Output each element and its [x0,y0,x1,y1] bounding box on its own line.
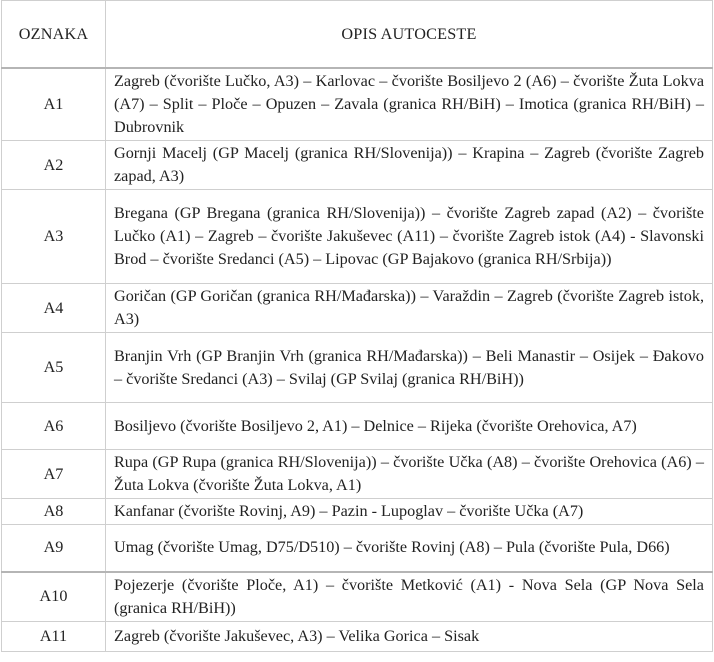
table-row [2,333,713,403]
table-row [2,450,713,499]
table-row [2,572,713,622]
motorway-code: A4 [2,284,106,333]
table-row [2,622,713,652]
motorway-description: Zagreb (čvorište Jakuševec, A3) – Velika Gorica – Sisak [106,622,713,652]
table-row [2,525,713,572]
motorway-description: Bosiljevo (čvorište Bosiljevo 2, A1) – Delnice – Rijeka (čvorište Orehovica, A7) [106,403,713,450]
motorway-code: A9 [2,525,106,572]
header-code: OZNAKA [2,1,106,69]
table-row [2,141,713,190]
header-row [2,1,713,69]
motorway-description: Branjin Vrh (GP Branjin Vrh (granica RH/Mađarska)) – Beli Manastir – Osijek – Đakovo – čvorište Sredanci (A3) – Svilaj (GP Svilaj (granica RH/BiH)) [106,333,713,403]
header-description: OPIS AUTOCESTE [106,1,713,69]
motorway-code: A11 [2,622,106,652]
motorway-code: A6 [2,403,106,450]
table-row [2,190,713,284]
motorway-description: Zagreb (čvorište Lučko, A3) – Karlovac – čvorište Bosiljevo 2 (A6) – čvorište Žuta Lokva (A7) – Split – Ploče – Opuzen – Zavala (granica RH/BiH) – Imotica (granica RH/BiH) – Dubrovnik [106,68,713,141]
table-row [2,403,713,450]
motorway-description: Bregana (GP Bregana (granica RH/Slovenija)) – čvorište Zagreb zapad (A2) – čvorište Lučko (A1) – Zagreb – čvorište Jakuševec (A11) – čvorište Zagreb istok (A4) - Slavonski Brod – čvorište Sredanci (A5) – Lipovac (GP Bajakovo (granica RH/Srbija)) [106,190,713,284]
motorway-description: Umag (čvorište Umag, D75/D510) – čvorište Rovinj (A8) – Pula (čvorište Pula, D66) [106,525,713,572]
motorway-code: A3 [2,190,106,284]
motorway-code: A1 [2,68,106,141]
motorway-table [1,0,713,652]
motorway-description: Goričan (GP Goričan (granica RH/Mađarska)) – Varaždin – Zagreb (čvorište Zagreb istok, A3) [106,284,713,333]
table-row [2,284,713,333]
table-body [2,68,713,652]
motorway-description: Gornji Macelj (GP Macelj (granica RH/Slovenija)) – Krapina – Zagreb (čvorište Zagreb zapad, A3) [106,141,713,190]
table-row [2,68,713,141]
motorway-code: A5 [2,333,106,403]
motorway-code: A10 [2,572,106,622]
motorway-description: Rupa (GP Rupa (granica RH/Slovenija)) – čvorište Učka (A8) – čvorište Orehovica (A6) – Žuta Lokva (čvorište Žuta Lokva, A1) [106,450,713,499]
motorway-code: A8 [2,499,106,525]
table-header [2,1,713,69]
motorway-code: A2 [2,141,106,190]
table-row [2,499,713,525]
motorway-description: Kanfanar (čvorište Rovinj, A9) – Pazin - Lupoglav – čvorište Učka (A7) [106,499,713,525]
motorway-code: A7 [2,450,106,499]
motorway-description: Pojezerje (čvorište Ploče, A1) – čvorište Metković (A1) - Nova Sela (GP Nova Sela (granica RH/BiH)) [106,572,713,622]
